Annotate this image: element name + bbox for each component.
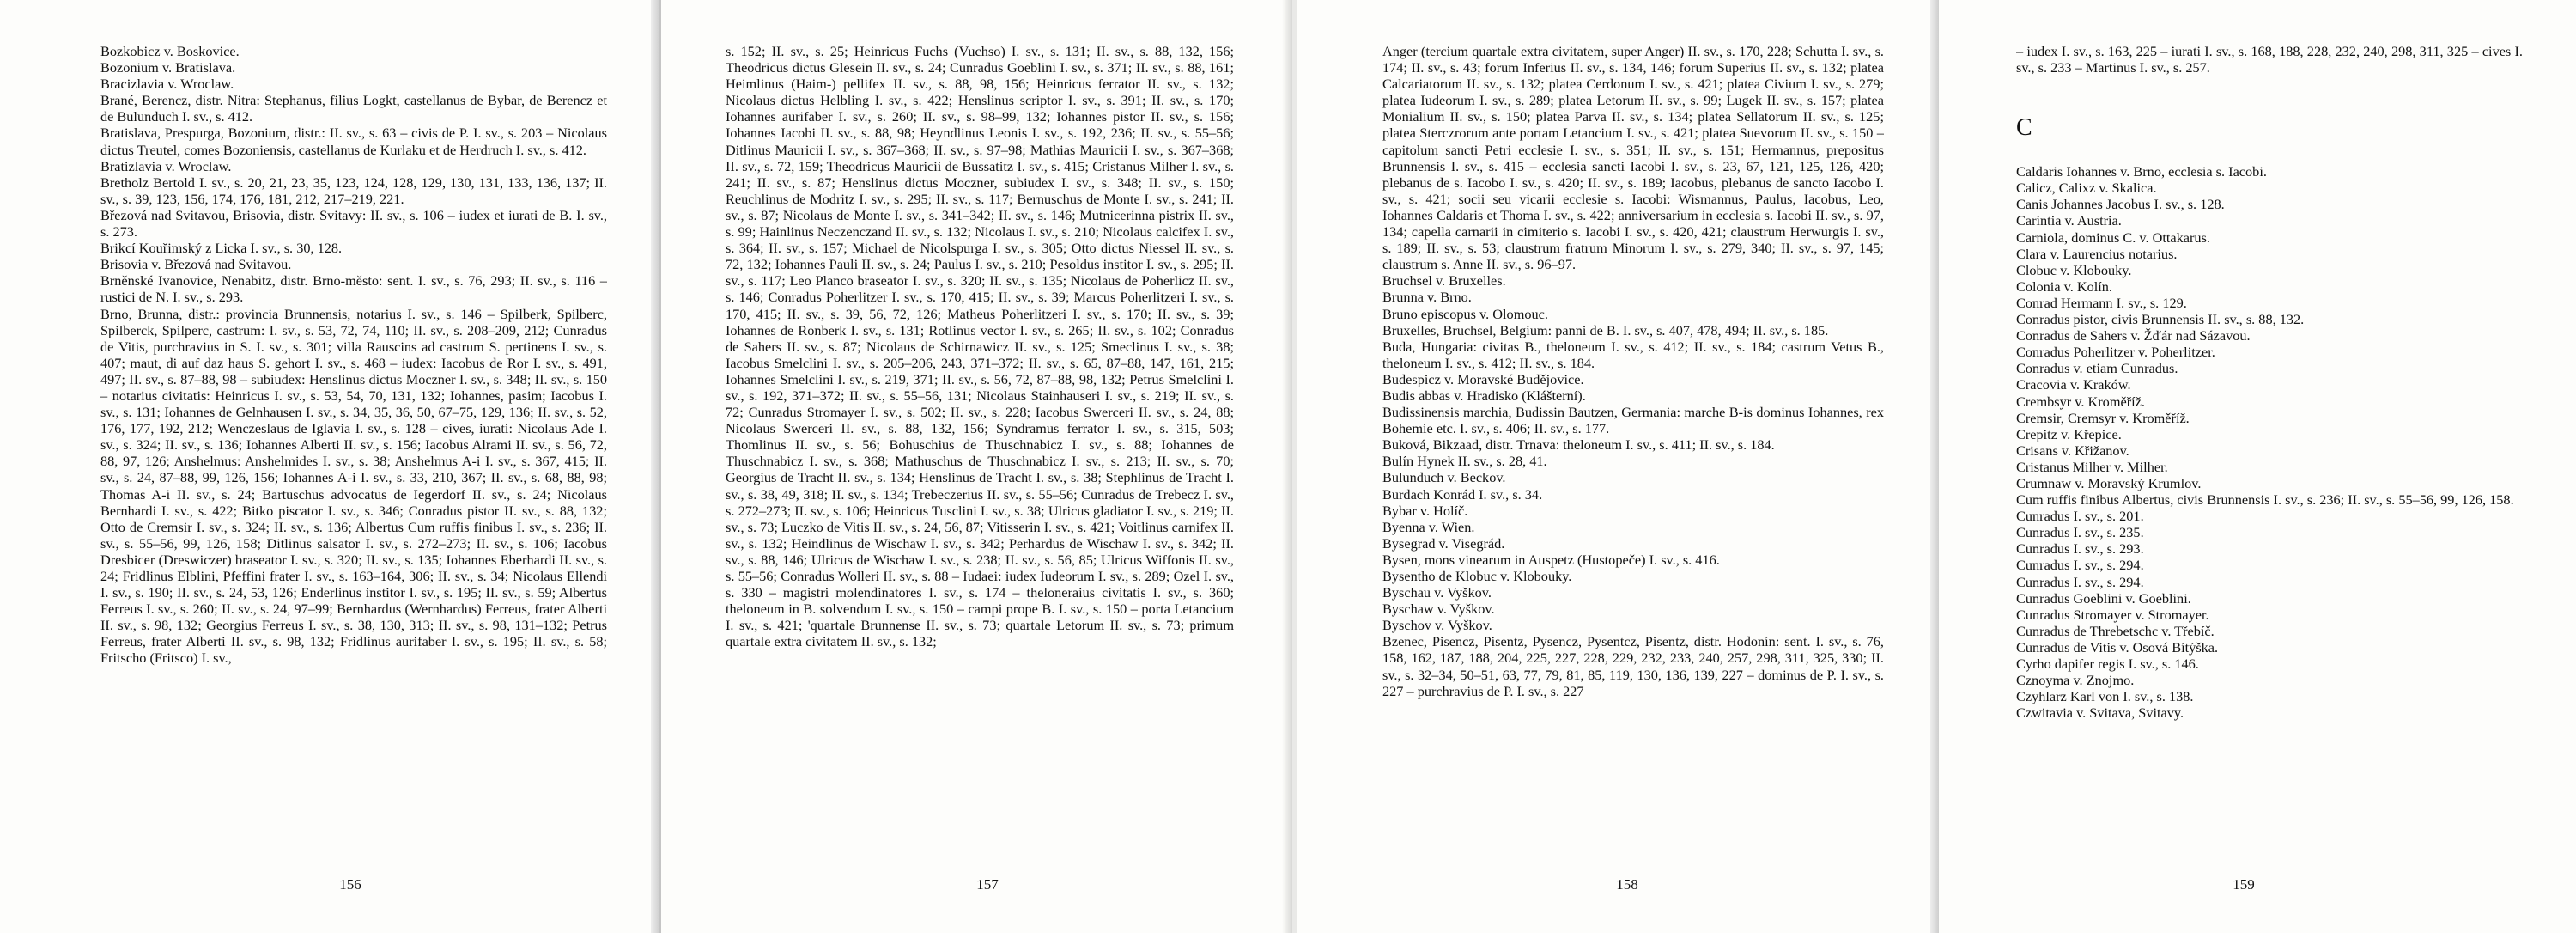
index-entry: Crumnaw v. Moravský Krumlov. (2016, 474, 2202, 491)
index-entry: Crisans v. Křižanov. (2016, 442, 2129, 459)
index-entry: Conradus pistor, civis Brunnensis II. sv., s. 88, 132. (2016, 311, 2305, 328)
index-entry: Conradus Poherlitzer v. Poherlitzer. (2016, 344, 2215, 361)
index-entry: Březová nad Svitavou, Brisovia, distr. Svitavy: II. sv., s. 106 – iudex et iurati de B. I. sv., s. 273. (100, 206, 607, 241)
index-entry: Cum ruffis finibus Albertus, civis Brunnensis I. sv., s. 236; II. sv., s. 55–56, 99, 126, 158. (2016, 491, 2514, 509)
index-entry: Crepitz v. Křepice. (2016, 425, 2122, 442)
page-text (2016, 43, 2523, 855)
index-entry: Cznoyma v. Znojmo. (2016, 672, 2135, 689)
index-entry: Caldaris Iohannes v. Brno, ecclesia s. Iacobi. (2016, 163, 2267, 180)
index-entry: Byenna v. Wien. (1382, 518, 1475, 535)
index-entry: Byschaw v. Vyškov. (1382, 601, 1495, 618)
index-entry: Bozkobicz v. Boskovice. (100, 43, 240, 59)
index-entry: Bulín Hynek II. sv., s. 28, 41. (1382, 453, 1547, 470)
index-entry: Czwitavia v. Svitava, Svitavy. (2016, 704, 2184, 722)
page-edge-shadow (1282, 0, 1292, 933)
page-number: 159 (2233, 876, 2255, 893)
index-entry: Bruno episcopus v. Olomouc. (1382, 305, 1548, 322)
index-entry: Colonia v. Kolín. (2016, 277, 2113, 295)
index-entry: Budissinensis marchia, Budissin Bautzen, Germania: marche B-is dominus Iohannes, rex Bohemie etc. I. sv., s. 406; II. sv., s. 177. (1382, 404, 1884, 437)
page-text (726, 43, 1234, 855)
index-entry: Cremsir, Cremsyr v. Kroměříž. (2016, 409, 2190, 426)
index-entry: Clara v. Laurencius notarius. (2016, 245, 2178, 262)
index-entry: Budis abbas v. Hradisko (Klášterní). (1382, 387, 1586, 404)
index-entry: Byschov v. Vyškov. (1382, 617, 1492, 634)
index-entry: Anger (tercium quartale extra civitatem, super Anger) II. sv., s. 170, 228; Schutta I. sv., s. 174; II. sv., s. 43; forum Inferius II. sv., s. 134, 146; forum Superius II. sv., s. 132; platea Calcariatorum II. sv., s. 132; platea Cerdonum I. sv., s. 421; platea Civium I. sv., s. 279; platea Iudeorum I. sv., s. 289; platea Letorum II. sv., s. 99; Lugek II. sv., s. 157; platea Monialium II. sv., s. 150; platea Parva II. sv., s. 134; platea Sellatorum II. sv., s. 125; platea Sterczrorum ante portam Letancium I. sv., s. 421; platea Suevorum II. sv., s. 150 – capitolum sancti Petri ecclesie I. sv., s. 351; II. sv., s. 151; Hermannus, prepositus Brunnensis I. sv., s. 415 – ecclesia sancti Iacobi I. sv., s. 23, 67, 121, 125, 126, 420; plebanus de s. Iacobo I. sv., s. 420; II. sv., s. 189; Iacobus, plebanus de sancto Iacobo I. sv., s. 421; socii seu vicarii ecclesie s. Iacobi: Wismannus, Paulus, Iacobus, Leo, Iohannes Caldaris et Thoma I. sv., s. 422; anniversarium in ecclesia s. Iacobi II. sv., s. 97, 134; capella carnarii in cimiterio s. Iacobi I. sv., s. 420, 421; claustrum Herwurgis I. sv., s. 189; II. sv., s. 53; claustrum fratrum Minorum I. sv., s. 279, 340; II. sv., s. 97, 145; claustrum s. Anne II. sv., s. 96–97. (1382, 43, 1884, 273)
index-entry: Czyhlarz Karl von I. sv., s. 138. (2016, 688, 2194, 705)
page-156 (0, 0, 653, 933)
section-letter: C (2016, 114, 2032, 142)
page-157 (661, 0, 1292, 933)
index-entry: Bruxelles, Bruchsel, Belgium: panni de B. I. sv., s. 407, 478, 494; II. sv., s. 185. (1382, 321, 1829, 338)
index-entry: Brisovia v. Březová nad Svitavou. (100, 256, 292, 273)
index-entry: Cunradus I. sv., s. 235. (2016, 524, 2144, 541)
index-entry: Conradus v. etiam Cunradus. (2016, 360, 2178, 377)
index-entry: s. 152; II. sv., s. 25; Heinricus Fuchs (Vuchso) I. sv., s. 131; II. sv., s. 88, 132, 156; Theodricus dictus Glesein II. sv., s. 24; Cunradus Goeblini I. sv., s. 371; II. sv., s. 88, 161; Heimlinus (Haim-) pellifex II. sv., s. 88, 98, 156; Heinricus ferrator II. sv., s. 132; Nicolaus dictus Helbling I. sv., s. 422; Henslinus scriptor I. sv., s. 391; II. sv., s. 170; Iohannes aurifaber I. sv., s. 260; II. sv., s. 98–99, 132; Iohannes pistor II. sv., s. 156; Iohannes Iacobi II. sv., s. 88, 98; Heyndlinus Leonis I. sv., s. 192, 236; II. sv., s. 55–56; Ditlinus Mauricii I. sv., s. 367–368; II. sv., s. 97–98; Mathias Mauricii I. sv., s. 367–368; II. sv., s. 72, 159; Theodricus Mauricii de Bussatitz I. sv., s. 415; Cristanus Milher I. sv., s. 241; II. sv., s. 87; Henslinus dictus Moczner, subiudex I. sv., s. 348; II. sv., s. 150; Reuchlinus de Modritz I. sv., s. 295; II. sv., s. 117; Bernuschus de Monte I. sv., s. 241; II. sv., s. 87; Nicolaus de Monte I. sv., s. 341–342; II. sv., s. 146; Mutnicerinna pistrix II. sv., s. 99; Hainlinus Neczenczand II. sv., s. 132; Nicolaus I. sv., s. 210; Nicolaus calcifex I. sv., s. 364; II. sv., s. 157; Michael de Nicolspurga I. sv., s. 305; Otto dictus Niessel II. sv., s. 72, 132; Iohannes Pauli II. sv., s. 24; Paulus I. sv., s. 210; Pesoldus institor I. sv., s. 295; II. sv., s. 117; Leo Planco braseator I. sv., s. 320; II. sv., s. 135; Nicolaus de Poherlicz II. sv., s. 146; Conradus Poherlitzer I. sv., s. 170, 415; II. sv., s. 39; Marcus Poherlitzeri I. sv., s. 170, 415; II. sv., s. 39, 56, 72, 126; Matheus Poherlitzeri I. sv., s. 170; II. sv., s. 39; Iohannes de Ronberk I. sv., s. 131; Rotlinus vector I. sv., s. 265; II. sv., s. 102; Conradus de Sahers II. sv., s. 87; Nicolaus de Schirnawicz II. sv., s. 125; Smeclinus I. sv., s. 38; Iacobus Smelclini I. sv., s. 205–206, 243, 371–372; II. sv., s. 65, 87–88, 147, 161, 215; Iohannes Smelclini I. sv., s. 219, 371; II. sv., s. 56, 72, 87–88, 98, 132; Petrus Smelclini I. sv., s. 192, 371–372; II. sv., s. 55–56, 131; Nicolaus Stainhauseri I. sv., s. 219; II. sv., s. 72; Cunradus Stromayer I. sv., s. 502; II. sv., s. 228; Iacobus Swerceri II. sv., s. 24, 88; Nicolaus Swerceri II. sv., s. 88, 132, 156; Syndramus ferrator I. sv., s. 315, 503; Thomlinus II. sv., s. 56; Bohuschius de Thuschnabicz I. sv., s. 88; Iohannes de Thuschnabicz I. sv., s. 368; Mathuschus de Thuschnabicz I. sv., s. 213; II. sv., s. 70; Georgius de Tracht II. sv., s. 134; Henslinus de Tracht I. sv., s. 38; Stephlinus de Tracht I. sv., s. 38, 49, 318; II. sv., s. 134; Trebeczerius II. sv., s. 55–56; Cunradus de Trebecz I. sv., s. 272–273; II. sv., s. 106; Heinricus Tusclini I. sv., s. 38; Ulricus gladiator I. sv., s. 219; II. sv., s. 73; Luczko de Vitis II. sv., s. 24, 56, 87; Vitisserin I. sv., s. 421; Voitlinus carnifex II. sv., s. 132; Heindlinus de Wischaw I. sv., s. 342; Perhardus de Wischaw I. sv., s. 342; II. sv., s. 88, 146; Ulricus de Wischaw I. sv., s. 238; II. sv., s. 56, 85; Ulricus Wiffonis II. sv., s. 55–56; Conradus Wolleri II. sv., s. 88 – Iudaei: iudex Iudeorum I. sv., s. 289; Ozel I. sv., s. 330 – magistri molendinatores I. sv., s. 174 – theloneraius civitatis I. sv., s. 360; theloneum in B. solvendum I. sv., s. 150 – campi prope B. I. sv., s. 150 – porta Letancium I. sv., s. 421; 'quartale Brunnense II. sv., s. 73; quartale Letorum II. sv., s. 73; primum quartale extra civitatem II. sv., s. 132; (726, 43, 1234, 650)
index-entry: Cunradus I. sv., s. 293. (2016, 540, 2144, 558)
index-entry: Brněnské Ivanovice, Nenabitz, distr. Brno-město: sent. I. sv., s. 76, 293; II. sv., s. 116 – rustici de N. I. sv., s. 293. (100, 272, 607, 306)
page-number: 156 (339, 876, 361, 893)
index-entry: Bruchsel v. Bruxelles. (1382, 272, 1506, 290)
index-entry: Byschau v. Vyškov. (1382, 584, 1492, 601)
index-entry: Bratislava, Prespurga, Bozonium, distr.: II. sv., s. 63 – civis de P. I. sv., s. 203 – Nicolaus dictus Treutel, comes Bozoniensis, castellanus de Kurlaku et de Herdruch I. sv., s. 412. (100, 125, 607, 158)
page-text (100, 43, 607, 855)
index-entry: Cunradus Goeblini v. Goeblini. (2016, 589, 2191, 607)
index-entry: Cunradus Stromayer v. Stromayer. (2016, 606, 2209, 623)
index-entry: Bysen, mons vinearum in Auspetz (Hustopeče) I. sv., s. 416. (1382, 551, 1720, 568)
index-entry: Clobuc v. Klobouky. (2016, 261, 2132, 278)
index-entry: Bracizlavia v. Wroclaw. (100, 76, 234, 93)
index-entry: Bretholz Bertold I. sv., s. 20, 21, 23, 35, 123, 124, 128, 129, 130, 131, 133, 136, 137; II. sv., s. 39, 123, 156, 174, 176, 181, 212, 217–219, 221. (100, 174, 607, 207)
index-entry: Cunradus I. sv., s. 294. (2016, 557, 2144, 574)
index-entry: Brunna v. Brno. (1382, 289, 1472, 306)
index-entry: Bysentho de Klobuc v. Klobouky. (1382, 568, 1572, 584)
index-entry: Bysegrad v. Visegrád. (1382, 534, 1505, 552)
index-entry: Carintia v. Austria. (2016, 212, 2122, 229)
index-entry: Bozonium v. Bratislava. (100, 59, 236, 76)
index-entry: Cunradus de Threbetschc v. Třebíč. (2016, 622, 2215, 639)
index-entry: Cunradus I. sv., s. 201. (2016, 508, 2144, 525)
page-159 (1939, 0, 2576, 933)
index-entry: Conrad Hermann I. sv., s. 129. (2016, 294, 2187, 311)
index-entry: Calicz, Calixz v. Skalica. (2016, 180, 2157, 197)
index-entry: Cunradus de Vitis v. Osová Bítýška. (2016, 638, 2219, 656)
index-entry: – iudex I. sv., s. 163, 225 – iurati I. sv., s. 168, 188, 228, 232, 240, 298, 311, 325 – cives I. sv., s. 233 – Martinus I. sv., s. 257. (2016, 43, 2523, 76)
index-entry: Buda, Hungaria: civitas B., theloneum I. sv., s. 412; II. sv., s. 184; castrum Vetus B., theloneum I. sv., s. 412; II. sv., s. 184. (1382, 338, 1884, 371)
index-entry: Brikcí Kouřimský z Licka I. sv., s. 30, 128. (100, 240, 343, 257)
index-entry: Cunradus I. sv., s. 294. (2016, 573, 2144, 590)
index-entry: Buková, Bikzaad, distr. Trnava: theloneum I. sv., s. 411; II. sv., s. 184. (1382, 436, 1775, 454)
index-entry: Bulunduch v. Beckov. (1382, 469, 1506, 486)
index-entry: Cyrho dapifer regis I. sv., s. 146. (2016, 656, 2199, 672)
index-entry: Canis Johannes Jacobus I. sv., s. 128. (2016, 196, 2225, 213)
index-entry: Conradus de Sahers v. Žďár nad Sázavou. (2016, 327, 2251, 345)
index-entry: Bratizlavia v. Wroclaw. (100, 157, 232, 174)
page-number: 157 (976, 876, 999, 893)
page-158 (1297, 0, 1932, 933)
index-entry: Burdach Konrád I. sv., s. 34. (1382, 485, 1543, 503)
index-entry: Brané, Berencz, distr. Nitra: Stephanus, filius Logkt, castellanus de Bybar, de Berencz et de Bulunduch I. sv., s. 412. (100, 92, 607, 125)
index-entry: Brno, Brunna, distr.: provincia Brunnensis, notarius I. sv., s. 146 – Spilberk, Spilberc, Spilberck, Spilperc, castrum: I. sv., s. 53, 72, 74, 110; II. sv., s. 208–209, 212; Cunradus de Vitis, purchravius in S. I. sv., s. 301; villa Rauscins ad castrum S. pertinens I. sv., s. 407; maut, di auf daz haus S. gehort I. sv., s. 468 – iudex: Iacobus de Ror I. sv., s. 491, 497; II. sv., s. 87–88, 98 – subiudex: Henslinus dictus Moczner I. sv., s. 348; II. sv., s. 150 – notarius civitatis: Heinricus I. sv., s. 53, 54, 70, 131, 132; Iohannes, pasim; Iacobus I. sv., s. 131; Iohannes de Gelnhausen I. sv., s. 34, 35, 36, 50, 67–75, 129, 136; II. sv., s. 52, 176, 177, 192, 212; Wenczeslaus de Iglavia I. sv., s. 128 – cives, iurati: Nicolaus Ade I. sv., s. 324; II. sv., s. 136; Iohannes Alberti II. sv., s. 156; Iacobus Alrami II. sv., s. 56, 72, 88, 97, 126; Anshelmus: Anshelmides I. sv., s. 38; Anshelmus A-i I. sv., s. 367, 415; II. sv., s. 24, 87–88, 99, 126, 156; Iohannes A-i I. sv., s. 33, 210, 367; II. sv., s. 68, 88, 98; Thomas A-i II. sv., s. 24; Bartuschus advocatus de Iegerdorf II. sv., s. 24; Nicolaus Bernhardi I. sv., s. 422; Bitko piscator I. sv., s. 346; Conradus pistor II. sv., s. 88, 132; Otto de Cremsir I. sv., s. 324; II. sv., s. 136; Albertus Cum ruffis finibus I. sv., s. 236; II. sv., s. 55–56, 99, 126, 158; Ditlinus salsator I. sv., s. 272–273; II. sv., s. 106; Iacobus Dresbicer (Dreswiczer) braseator I. sv., s. 320; II. sv., s. 135; Iohannes Eberhardi II. sv., s. 24; Fridlinus Elblini, Pfeffini frater I. sv., s. 163–164, 306; II. sv., s. 34; Nicolaus Ellendi I. sv., s. 190; II. sv., s. 24, 53, 126; Enderlinus institor I. sv., s. 195; II. sv., s. 59; Albertus Ferreus I. sv., s. 260; II. sv., s. 24, 97–99; Bernhardus (Wernhardus) Ferreus, frater Alberti II. sv., s. 98, 132; Georgius Ferreus I. sv., s. 38, 130, 313; II. sv., s. 98, 131–132; Petrus Ferreus, frater Alberti II. sv., s. 98, 132; Fridlinus aurifaber I. sv., s. 195; II. sv., s. 58; Fritscho (Fritsco) I. sv., (100, 305, 607, 667)
page-number: 158 (1616, 876, 1638, 893)
page-text (1382, 43, 1884, 855)
index-entry: Cracovia v. Kraków. (2016, 376, 2131, 393)
index-entry: Bzenec, Pisencz, Pisentz, Pysencz, Pysentcz, Pisentz, distr. Hodonín: sent. I. sv., s. 76, 158, 162, 187, 188, 204, 225, 227, 228, 229, 232, 233, 240, 257, 298, 311, 325, 330; II. sv., s. 32–34, 50–51, 63, 77, 79, 81, 85, 119, 130, 136, 139, 227 – dominus de P. I. sv., s. 227 – purchravius de P. I. sv., s. 227 (1382, 633, 1884, 699)
index-entry: Cristanus Milher v. Milher. (2016, 458, 2168, 475)
index-entry: Bybar v. Holíč. (1382, 502, 1468, 519)
index-entry: Budespicz v. Moravské Budějovice. (1382, 370, 1584, 387)
index-entry: Carniola, dominus C. v. Ottakarus. (2016, 229, 2210, 246)
index-entry: Crembsyr v. Kroměříž. (2016, 393, 2145, 410)
